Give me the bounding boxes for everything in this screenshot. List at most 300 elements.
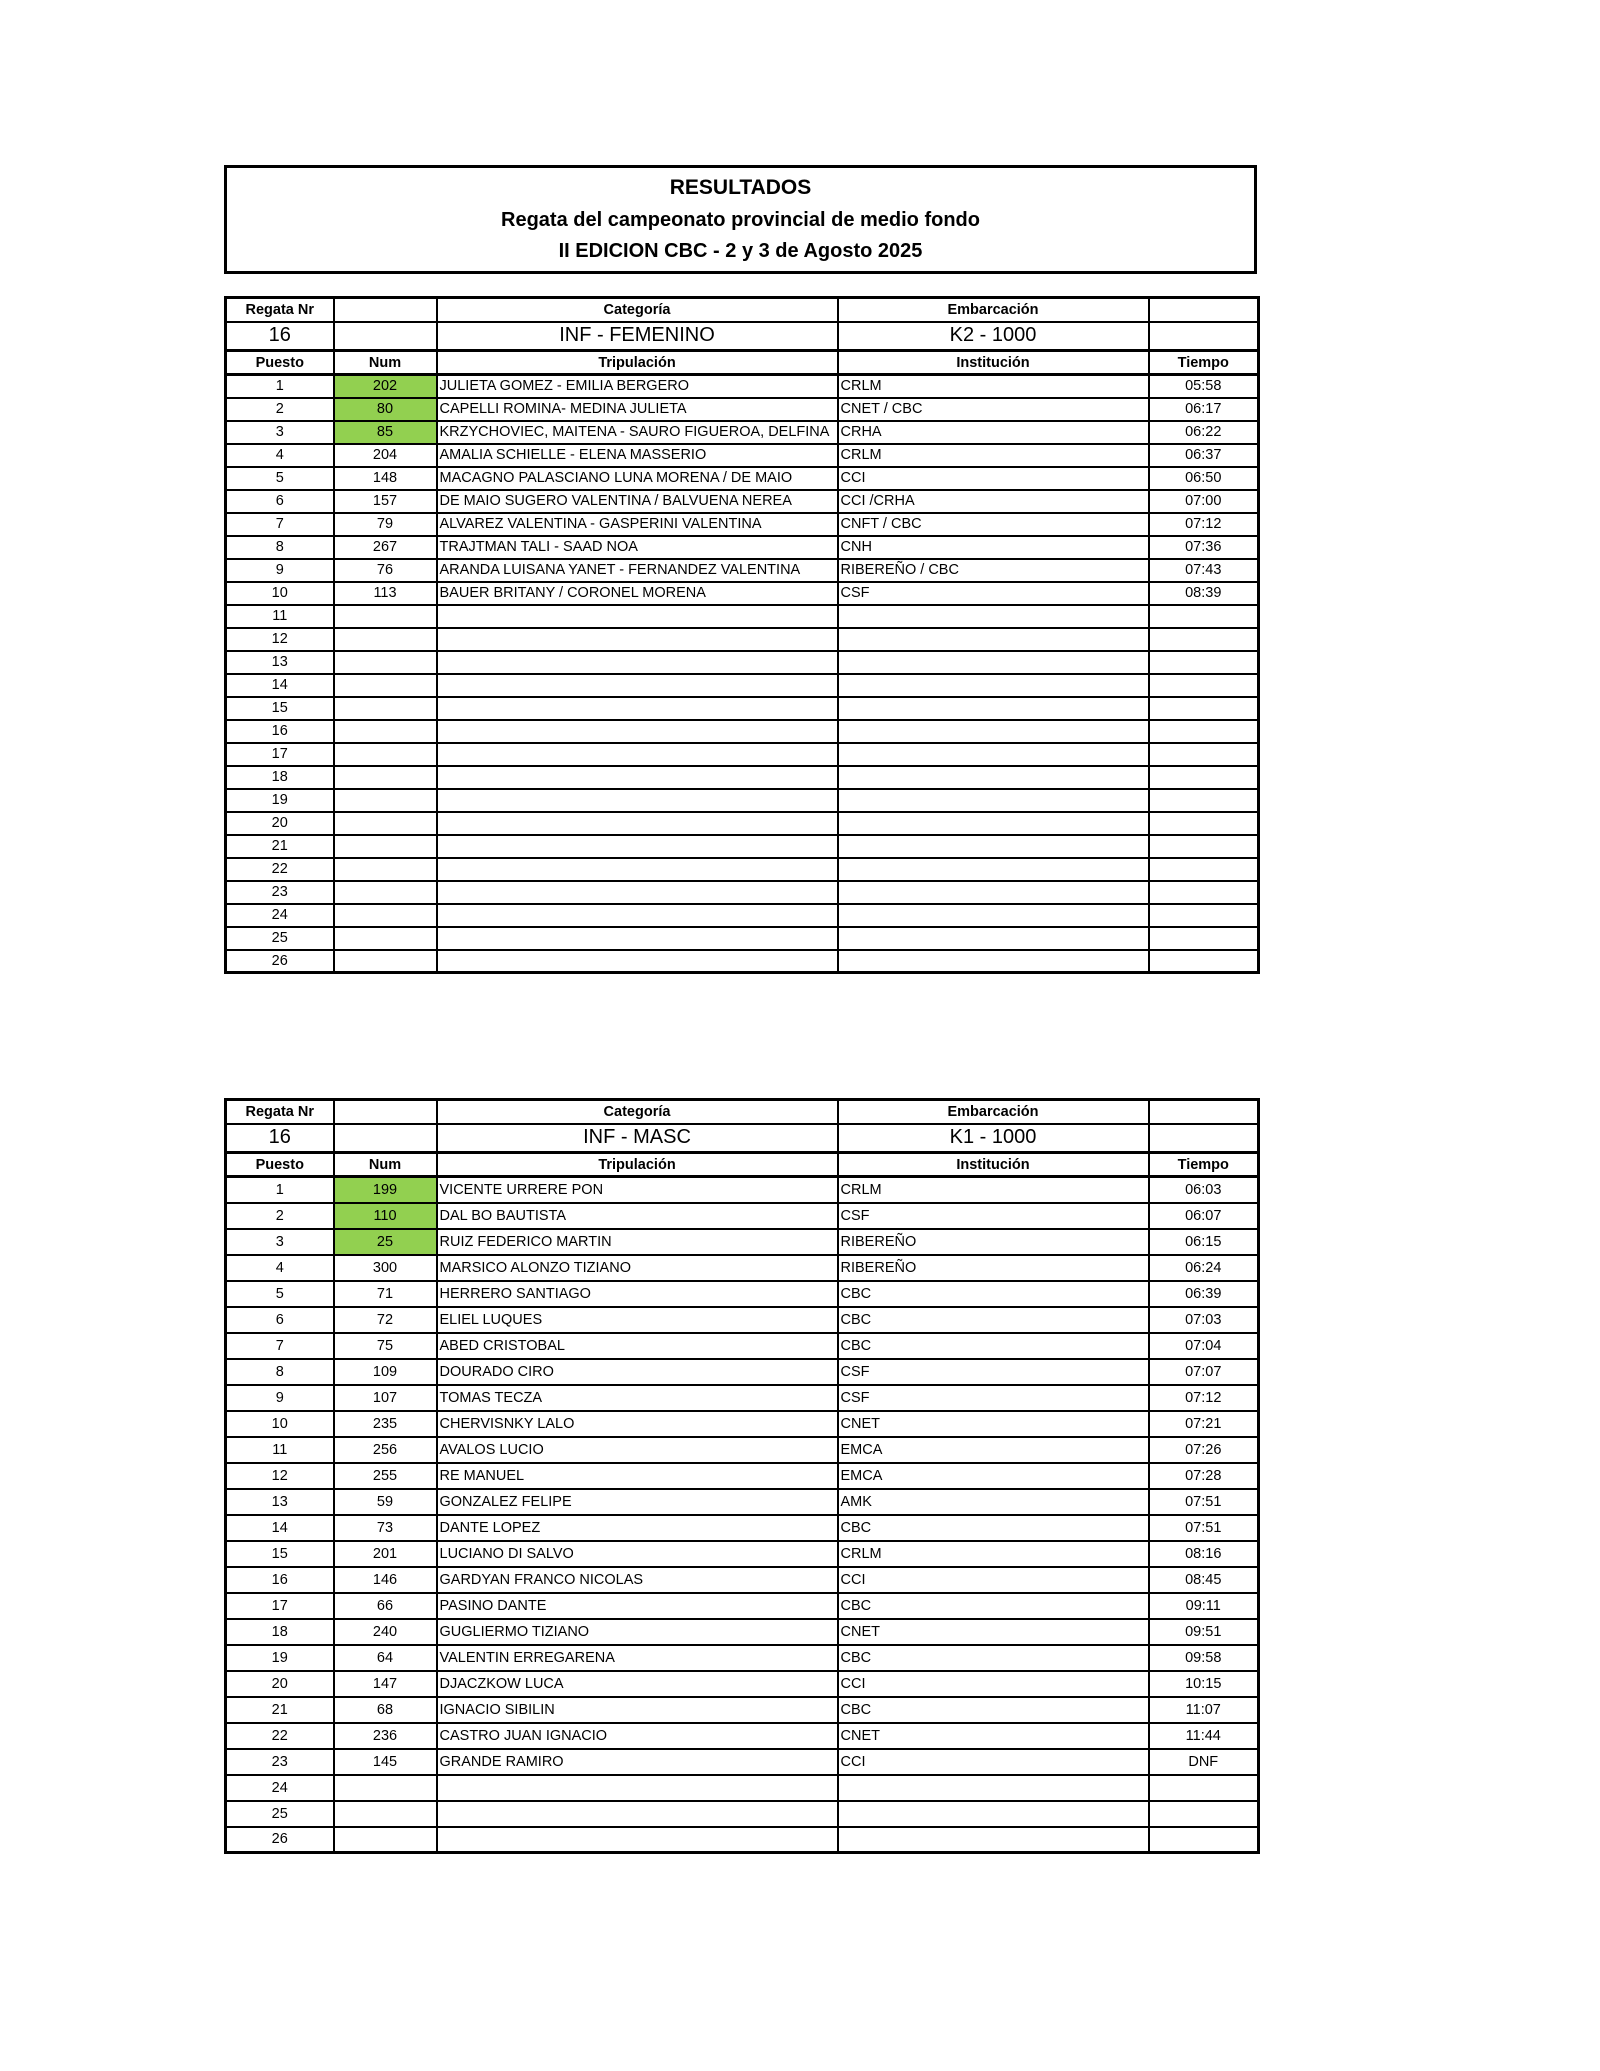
cell-institucion [838, 835, 1149, 858]
cell-tiempo [1149, 766, 1259, 789]
cell-institucion: EMCA [838, 1463, 1149, 1489]
cell-puesto: 11 [226, 605, 334, 628]
cell-tripulacion: AVALOS LUCIO [437, 1437, 838, 1463]
cell-tripulacion: GUGLIERMO TIZIANO [437, 1619, 838, 1645]
cell-institucion [838, 674, 1149, 697]
cell-institucion: CRLM [838, 1541, 1149, 1567]
cell-num: 110 [334, 1203, 437, 1229]
cell-institucion [838, 950, 1149, 973]
cell-puesto: 10 [226, 582, 334, 605]
cell-tripulacion: RUIZ FEDERICO MARTIN [437, 1229, 838, 1255]
table-row [226, 1203, 1259, 1229]
cell-puesto: 5 [226, 467, 334, 490]
cell-tripulacion [437, 904, 838, 927]
table-row [226, 490, 1259, 513]
cell-num [334, 1775, 437, 1801]
cell-institucion: CSF [838, 1385, 1149, 1411]
table-row [226, 444, 1259, 467]
cell-tripulacion [437, 743, 838, 766]
table-row [226, 1567, 1259, 1593]
cell-tripulacion: CASTRO JUAN IGNACIO [437, 1723, 838, 1749]
results-rows-inf-masc [226, 1177, 1259, 1853]
cell-tripulacion: GRANDE RAMIRO [437, 1749, 838, 1775]
cell-num [334, 628, 437, 651]
meta-values-row [226, 322, 1259, 351]
cell-tripulacion: MARSICO ALONZO TIZIANO [437, 1255, 838, 1281]
cell-tripulacion: MACAGNO PALASCIANO LUNA MORENA / DE MAIO [437, 467, 838, 490]
cell-tripulacion: PASINO DANTE [437, 1593, 838, 1619]
cell-tiempo: 06:22 [1149, 421, 1259, 444]
cell-num: 204 [334, 444, 437, 467]
table-row [226, 1593, 1259, 1619]
cell-tripulacion [437, 1801, 838, 1827]
column-header-tripulacion: Tripulación [437, 351, 838, 375]
cell-tripulacion: KRZYCHOVIEC, MAITENA - SAURO FIGUEROA, DELFINA [437, 421, 838, 444]
cell-puesto: 15 [226, 697, 334, 720]
table-row [226, 536, 1259, 559]
cell-puesto: 20 [226, 812, 334, 835]
cell-num [334, 812, 437, 835]
cell-tripulacion [437, 881, 838, 904]
cell-institucion: CBC [838, 1697, 1149, 1723]
cell-tripulacion: JULIETA GOMEZ - EMILIA BERGERO [437, 375, 838, 398]
cell-tiempo [1149, 720, 1259, 743]
cell-num [334, 766, 437, 789]
cell-tripulacion: CAPELLI ROMINA- MEDINA JULIETA [437, 398, 838, 421]
table-row [226, 582, 1259, 605]
cell-tiempo: 06:15 [1149, 1229, 1259, 1255]
cell-tripulacion [437, 927, 838, 950]
table-row [226, 1723, 1259, 1749]
cell-num: 199 [334, 1177, 437, 1203]
cell-puesto: 1 [226, 375, 334, 398]
table-row [226, 1541, 1259, 1567]
cell-institucion: CRLM [838, 375, 1149, 398]
cell-tripulacion: LUCIANO DI SALVO [437, 1541, 838, 1567]
results-table-inf-masc [224, 1098, 1260, 1854]
column-header-tripulacion: Tripulación [437, 1153, 838, 1177]
cell-num [334, 651, 437, 674]
column-headers-row [226, 351, 1259, 375]
cell-puesto: 5 [226, 1281, 334, 1307]
cell-num [334, 835, 437, 858]
cell-puesto: 16 [226, 720, 334, 743]
cell-tiempo: 06:03 [1149, 1177, 1259, 1203]
column-header-tiempo: Tiempo [1149, 351, 1259, 375]
cell-tripulacion: DE MAIO SUGERO VALENTINA / BALVUENA NEREA [437, 490, 838, 513]
cell-num: 109 [334, 1359, 437, 1385]
cell-institucion: CNET [838, 1723, 1149, 1749]
cell-tripulacion: TOMAS TECZA [437, 1385, 838, 1411]
cell-institucion: RIBEREÑO / CBC [838, 559, 1149, 582]
cell-num [334, 697, 437, 720]
empty-cell [1149, 1100, 1259, 1124]
cell-institucion: CSF [838, 582, 1149, 605]
table-row [226, 1177, 1259, 1203]
cell-institucion [838, 697, 1149, 720]
cell-num: 240 [334, 1619, 437, 1645]
cell-tiempo [1149, 743, 1259, 766]
cell-num: 157 [334, 490, 437, 513]
column-header-institucion: Institución [838, 1153, 1149, 1177]
cell-num: 236 [334, 1723, 437, 1749]
cell-num: 75 [334, 1333, 437, 1359]
table-row [226, 1359, 1259, 1385]
cell-puesto: 15 [226, 1541, 334, 1567]
cell-num [334, 858, 437, 881]
cell-puesto: 12 [226, 628, 334, 651]
cell-num: 300 [334, 1255, 437, 1281]
cell-num: 202 [334, 375, 437, 398]
table-row [226, 1333, 1259, 1359]
cell-puesto: 2 [226, 1203, 334, 1229]
cell-tiempo: 06:39 [1149, 1281, 1259, 1307]
column-header-num: Num [334, 351, 437, 375]
cell-num: 25 [334, 1229, 437, 1255]
table-row [226, 1775, 1259, 1801]
meta-values-row [226, 1124, 1259, 1153]
cell-puesto: 23 [226, 1749, 334, 1775]
cell-tripulacion: ABED CRISTOBAL [437, 1333, 838, 1359]
cell-tripulacion: CHERVISNKY LALO [437, 1411, 838, 1437]
cell-puesto: 21 [226, 1697, 334, 1723]
cell-num [334, 605, 437, 628]
cell-tiempo: 09:51 [1149, 1619, 1259, 1645]
cell-puesto: 9 [226, 1385, 334, 1411]
table-row [226, 1463, 1259, 1489]
cell-tiempo: 07:36 [1149, 536, 1259, 559]
cell-puesto: 12 [226, 1463, 334, 1489]
cell-tiempo: 09:58 [1149, 1645, 1259, 1671]
table-row [226, 1749, 1259, 1775]
empty-cell [1149, 298, 1259, 322]
cell-tripulacion: IGNACIO SIBILIN [437, 1697, 838, 1723]
cell-institucion [838, 743, 1149, 766]
table-row [226, 1489, 1259, 1515]
cell-institucion: CRHA [838, 421, 1149, 444]
cell-institucion [838, 766, 1149, 789]
cell-tripulacion: TRAJTMAN TALI - SAAD NOA [437, 536, 838, 559]
cell-tiempo [1149, 789, 1259, 812]
cell-tripulacion [437, 858, 838, 881]
cell-institucion: CBC [838, 1593, 1149, 1619]
cell-puesto: 10 [226, 1411, 334, 1437]
cell-num: 59 [334, 1489, 437, 1515]
cell-tiempo [1149, 1801, 1259, 1827]
column-header-num: Num [334, 1153, 437, 1177]
cell-tripulacion: BAUER BRITANY / CORONEL MORENA [437, 582, 838, 605]
cell-tripulacion [437, 674, 838, 697]
cell-num: 267 [334, 536, 437, 559]
cell-tripulacion: ELIEL LUQUES [437, 1307, 838, 1333]
cell-puesto: 26 [226, 1827, 334, 1853]
table-row [226, 1255, 1259, 1281]
cell-tiempo [1149, 697, 1259, 720]
cell-tiempo: 11:44 [1149, 1723, 1259, 1749]
cell-puesto: 6 [226, 1307, 334, 1333]
cell-num: 71 [334, 1281, 437, 1307]
cell-puesto: 18 [226, 766, 334, 789]
column-header-puesto: Puesto [226, 1153, 334, 1177]
cell-puesto: 17 [226, 1593, 334, 1619]
page-title: RESULTADOS [669, 176, 812, 200]
meta-labels-row [226, 298, 1259, 322]
cell-puesto: 14 [226, 674, 334, 697]
cell-num: 235 [334, 1411, 437, 1437]
cell-tiempo: 08:39 [1149, 582, 1259, 605]
cell-num: 255 [334, 1463, 437, 1489]
column-headers-row [226, 1153, 1259, 1177]
cell-num [334, 1827, 437, 1853]
table-row [226, 1307, 1259, 1333]
cell-institucion: CBC [838, 1645, 1149, 1671]
cell-tiempo: 09:11 [1149, 1593, 1259, 1619]
cell-tiempo [1149, 881, 1259, 904]
table-row [226, 559, 1259, 582]
cell-institucion: CBC [838, 1281, 1149, 1307]
cell-institucion [838, 1801, 1149, 1827]
cell-puesto: 11 [226, 1437, 334, 1463]
cell-institucion: CCI [838, 1567, 1149, 1593]
cell-tiempo: 07:00 [1149, 490, 1259, 513]
cell-puesto: 2 [226, 398, 334, 421]
regata-nr-value: 16 [226, 1124, 334, 1153]
cell-institucion [838, 651, 1149, 674]
cell-tripulacion [437, 812, 838, 835]
cell-tripulacion: AMALIA SCHIELLE - ELENA MASSERIO [437, 444, 838, 467]
cell-institucion: CCI /CRHA [838, 490, 1149, 513]
cell-institucion: CBC [838, 1515, 1149, 1541]
cell-tripulacion [437, 651, 838, 674]
cell-tripulacion [437, 720, 838, 743]
cell-puesto: 14 [226, 1515, 334, 1541]
cell-tiempo [1149, 858, 1259, 881]
event-edition-date: II EDICION CBC - 2 y 3 de Agosto 2025 [558, 239, 923, 262]
table-row [226, 835, 1259, 858]
cell-puesto: 21 [226, 835, 334, 858]
cell-institucion: CRLM [838, 444, 1149, 467]
cell-puesto: 3 [226, 1229, 334, 1255]
cell-institucion: CNET / CBC [838, 398, 1149, 421]
cell-tripulacion: DAL BO BAUTISTA [437, 1203, 838, 1229]
cell-num: 147 [334, 1671, 437, 1697]
cell-institucion: EMCA [838, 1437, 1149, 1463]
cell-tiempo [1149, 1775, 1259, 1801]
regata-nr-label: Regata Nr [226, 298, 334, 322]
cell-num [334, 743, 437, 766]
cell-puesto: 4 [226, 444, 334, 467]
cell-tiempo: 07:03 [1149, 1307, 1259, 1333]
cell-puesto: 25 [226, 1801, 334, 1827]
cell-puesto: 22 [226, 1723, 334, 1749]
cell-tripulacion: ALVAREZ VALENTINA - GASPERINI VALENTINA [437, 513, 838, 536]
table-row [226, 1697, 1259, 1723]
cell-num [334, 927, 437, 950]
cell-institucion [838, 1775, 1149, 1801]
cell-num: 107 [334, 1385, 437, 1411]
cell-institucion: CBC [838, 1307, 1149, 1333]
results-title-box [224, 165, 1257, 274]
table-row [226, 1801, 1259, 1827]
cell-tripulacion: VALENTIN ERREGARENA [437, 1645, 838, 1671]
table-row [226, 1411, 1259, 1437]
cell-tripulacion [437, 605, 838, 628]
table-row [226, 697, 1259, 720]
cell-tripulacion: DOURADO CIRO [437, 1359, 838, 1385]
cell-tiempo: 10:15 [1149, 1671, 1259, 1697]
categoria-label: Categoría [437, 298, 838, 322]
cell-tiempo: 06:17 [1149, 398, 1259, 421]
cell-tripulacion [437, 835, 838, 858]
table-row [226, 720, 1259, 743]
cell-puesto: 22 [226, 858, 334, 881]
cell-num: 72 [334, 1307, 437, 1333]
cell-num: 66 [334, 1593, 437, 1619]
categoria-value: INF - FEMENINO [437, 322, 838, 351]
table-row [226, 1619, 1259, 1645]
cell-institucion: CRLM [838, 1177, 1149, 1203]
cell-institucion [838, 720, 1149, 743]
cell-tripulacion: DANTE LOPEZ [437, 1515, 838, 1541]
cell-tiempo: DNF [1149, 1749, 1259, 1775]
categoria-value: INF - MASC [437, 1124, 838, 1153]
table-row [226, 513, 1259, 536]
cell-institucion [838, 858, 1149, 881]
cell-num [334, 904, 437, 927]
cell-puesto: 18 [226, 1619, 334, 1645]
cell-puesto: 3 [226, 421, 334, 444]
cell-num: 85 [334, 421, 437, 444]
table-row [226, 651, 1259, 674]
cell-puesto: 4 [226, 1255, 334, 1281]
cell-puesto: 13 [226, 1489, 334, 1515]
cell-tiempo: 06:07 [1149, 1203, 1259, 1229]
cell-tiempo: 07:43 [1149, 559, 1259, 582]
cell-tripulacion [437, 766, 838, 789]
cell-institucion [838, 881, 1149, 904]
table-row [226, 743, 1259, 766]
cell-institucion: RIBEREÑO [838, 1255, 1149, 1281]
cell-puesto: 26 [226, 950, 334, 973]
cell-institucion [838, 1827, 1149, 1853]
cell-num: 113 [334, 582, 437, 605]
table-row [226, 1671, 1259, 1697]
cell-tiempo [1149, 628, 1259, 651]
table-row [226, 605, 1259, 628]
cell-tripulacion [437, 1775, 838, 1801]
table-row [226, 1515, 1259, 1541]
cell-num: 64 [334, 1645, 437, 1671]
embarcacion-value: K1 - 1000 [838, 1124, 1149, 1153]
cell-tiempo: 07:51 [1149, 1515, 1259, 1541]
cell-institucion: CCI [838, 1749, 1149, 1775]
regata-nr-label: Regata Nr [226, 1100, 334, 1124]
cell-tiempo: 07:12 [1149, 1385, 1259, 1411]
cell-num: 148 [334, 467, 437, 490]
cell-tripulacion [437, 789, 838, 812]
cell-institucion: CNH [838, 536, 1149, 559]
cell-tripulacion: GARDYAN FRANCO NICOLAS [437, 1567, 838, 1593]
cell-institucion [838, 904, 1149, 927]
results-table-inf-femenino [224, 296, 1260, 974]
cell-puesto: 13 [226, 651, 334, 674]
table-row [226, 467, 1259, 490]
cell-num: 76 [334, 559, 437, 582]
table-row [226, 927, 1259, 950]
cell-tiempo [1149, 651, 1259, 674]
table-row [226, 881, 1259, 904]
results-rows-inf-femenino [226, 375, 1259, 973]
table-row [226, 674, 1259, 697]
cell-tiempo: 07:21 [1149, 1411, 1259, 1437]
cell-tiempo: 06:37 [1149, 444, 1259, 467]
table-row [226, 375, 1259, 398]
categoria-label: Categoría [437, 1100, 838, 1124]
table-row [226, 628, 1259, 651]
table-row [226, 812, 1259, 835]
cell-tripulacion: RE MANUEL [437, 1463, 838, 1489]
cell-tiempo [1149, 927, 1259, 950]
cell-institucion: AMK [838, 1489, 1149, 1515]
cell-institucion [838, 927, 1149, 950]
cell-num [334, 674, 437, 697]
cell-puesto: 24 [226, 904, 334, 927]
cell-num: 256 [334, 1437, 437, 1463]
cell-tripulacion: HERRERO SANTIAGO [437, 1281, 838, 1307]
table-row [226, 398, 1259, 421]
table-row [226, 904, 1259, 927]
cell-tripulacion: GONZALEZ FELIPE [437, 1489, 838, 1515]
cell-puesto: 9 [226, 559, 334, 582]
embarcacion-value: K2 - 1000 [838, 322, 1149, 351]
cell-tiempo: 07:07 [1149, 1359, 1259, 1385]
table-row [226, 421, 1259, 444]
cell-tiempo: 08:16 [1149, 1541, 1259, 1567]
cell-puesto: 8 [226, 536, 334, 559]
cell-num: 79 [334, 513, 437, 536]
cell-puesto: 16 [226, 1567, 334, 1593]
cell-tiempo [1149, 1827, 1259, 1853]
cell-num: 145 [334, 1749, 437, 1775]
table-row [226, 1229, 1259, 1255]
cell-institucion [838, 812, 1149, 835]
cell-institucion: RIBEREÑO [838, 1229, 1149, 1255]
cell-num: 68 [334, 1697, 437, 1723]
cell-puesto: 25 [226, 927, 334, 950]
cell-tiempo: 06:50 [1149, 467, 1259, 490]
cell-num: 146 [334, 1567, 437, 1593]
cell-tiempo: 07:04 [1149, 1333, 1259, 1359]
cell-tiempo: 06:24 [1149, 1255, 1259, 1281]
cell-tripulacion: ARANDA LUISANA YANET - FERNANDEZ VALENTINA [437, 559, 838, 582]
cell-puesto: 19 [226, 1645, 334, 1671]
event-subtitle: Regata del campeonato provincial de medio fondo [501, 208, 980, 231]
table-row [226, 766, 1259, 789]
cell-tiempo: 08:45 [1149, 1567, 1259, 1593]
cell-institucion [838, 789, 1149, 812]
cell-tripulacion: DJACZKOW LUCA [437, 1671, 838, 1697]
cell-puesto: 19 [226, 789, 334, 812]
table-row [226, 1281, 1259, 1307]
cell-num [334, 720, 437, 743]
table-row [226, 858, 1259, 881]
cell-institucion: CSF [838, 1359, 1149, 1385]
table-row [226, 789, 1259, 812]
cell-tiempo [1149, 812, 1259, 835]
empty-cell [334, 322, 437, 351]
cell-num [334, 789, 437, 812]
embarcacion-label: Embarcación [838, 298, 1149, 322]
